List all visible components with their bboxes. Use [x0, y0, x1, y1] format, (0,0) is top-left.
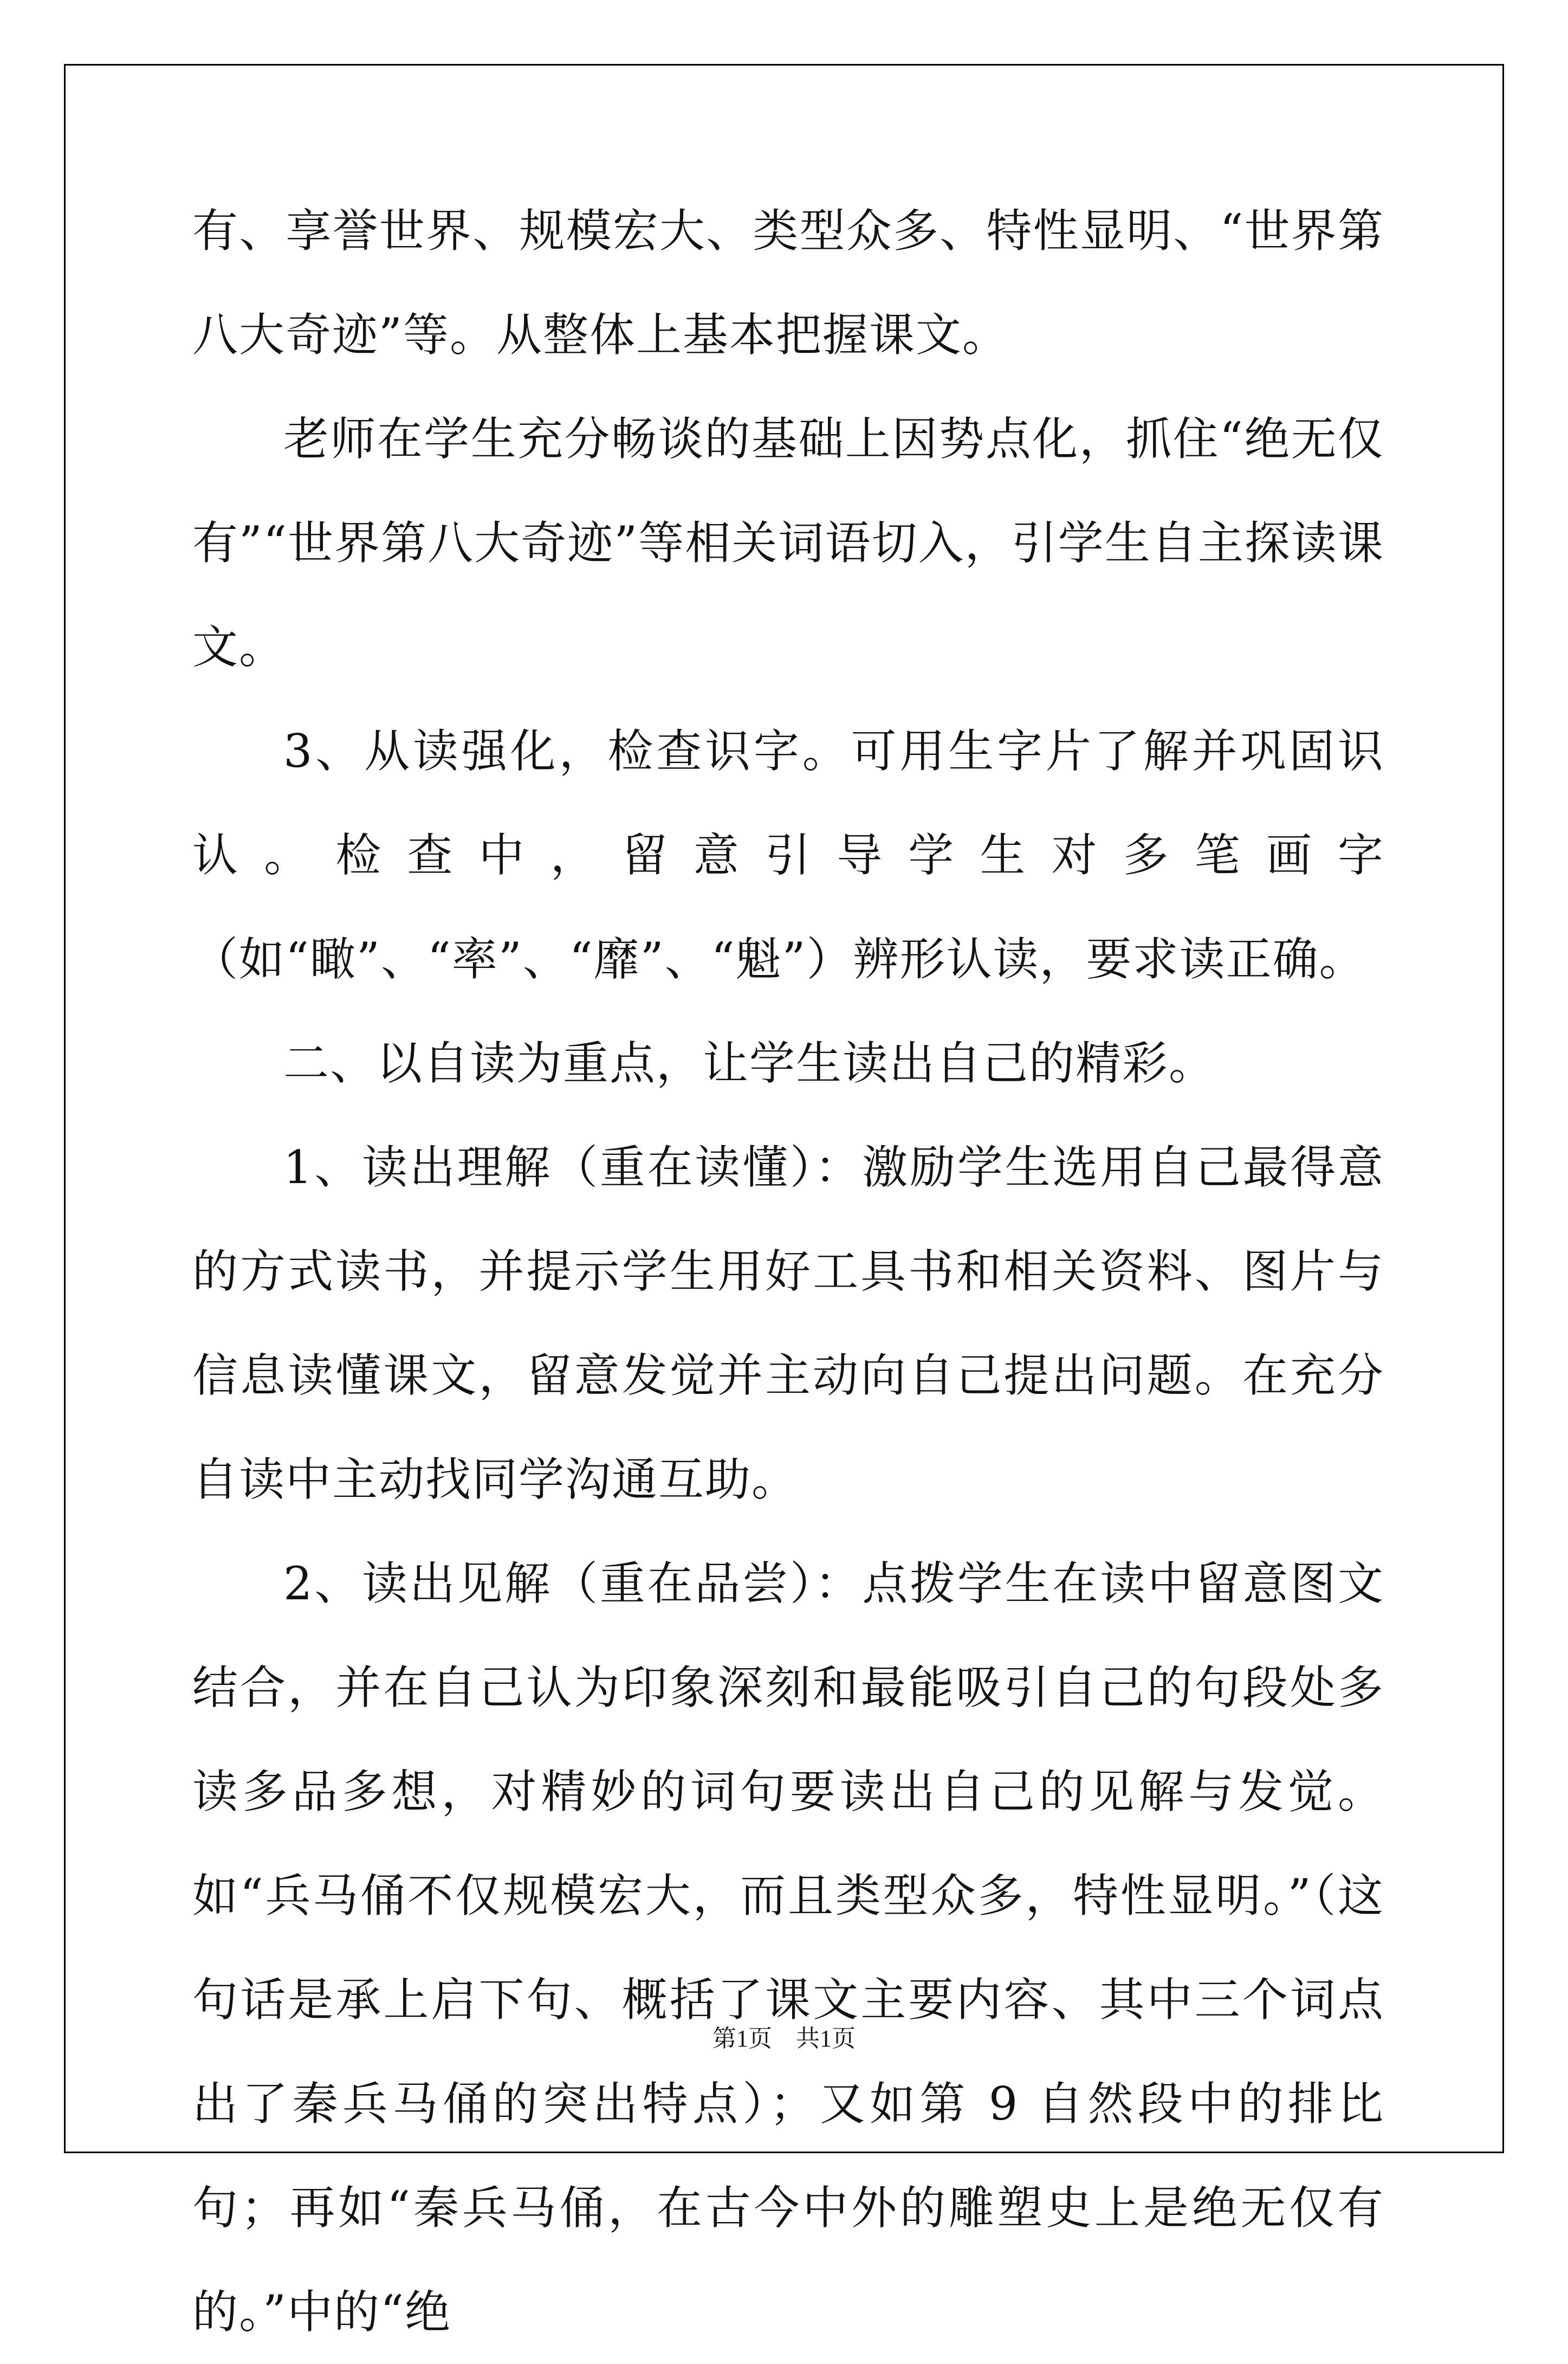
paragraph: 1、读出理解（重在读懂）：激励学生选用自己最得意的方式读书，并提示学生用好工具书和相关资料、图片与信息读懂课文，留意发觉并主动向自己提出问题。在充分自读中主动找同学沟通互助。 — [192, 1141, 1384, 1506]
paragraph: 有、享誉世界、规模宏大、类型众多、特性显明、“世界第八大奇迹”等。从整体上基本把握课文。 — [192, 204, 1384, 361]
page-number-footer: 第1页 共1页 — [712, 2025, 856, 2052]
paragraph: 老师在学生充分畅谈的基础上因势点化，抓住“绝无仅有”“世界第八大奇迹”等相关词语切入，引学生自主探读课文。 — [192, 412, 1384, 674]
paragraph: 二、以自读为重点，让学生读出自己的精彩。 — [283, 1037, 1216, 1090]
paragraph: 2、读出见解（重在品尝）：点拨学生在读中留意图文结合，并在自己认为印象深刻和最能吸引自己的句段处多读多品多想，对精妙的词句要读出自己的见解与发觉。如“兵马俑不仅规模宏大，而且类型众多，特性显明。”（这句话是承上启下句、概括了课文主要内容、其中三个词点出了秦兵马俑的突出特点）；又如第 9 自然段中的排比句；再如“秦兵马俑，在古今中外的雕塑史上是绝无仅有的。”中的“绝 — [192, 1557, 1384, 2339]
paragraph: 3、从读强化，检查识字。可用生字片了解并巩固识认。检查中，留意引导学生对多笔画字（如“瞰”、“率”、“靡”、“魁”）辨形认读，要求读正确。 — [192, 725, 1384, 986]
